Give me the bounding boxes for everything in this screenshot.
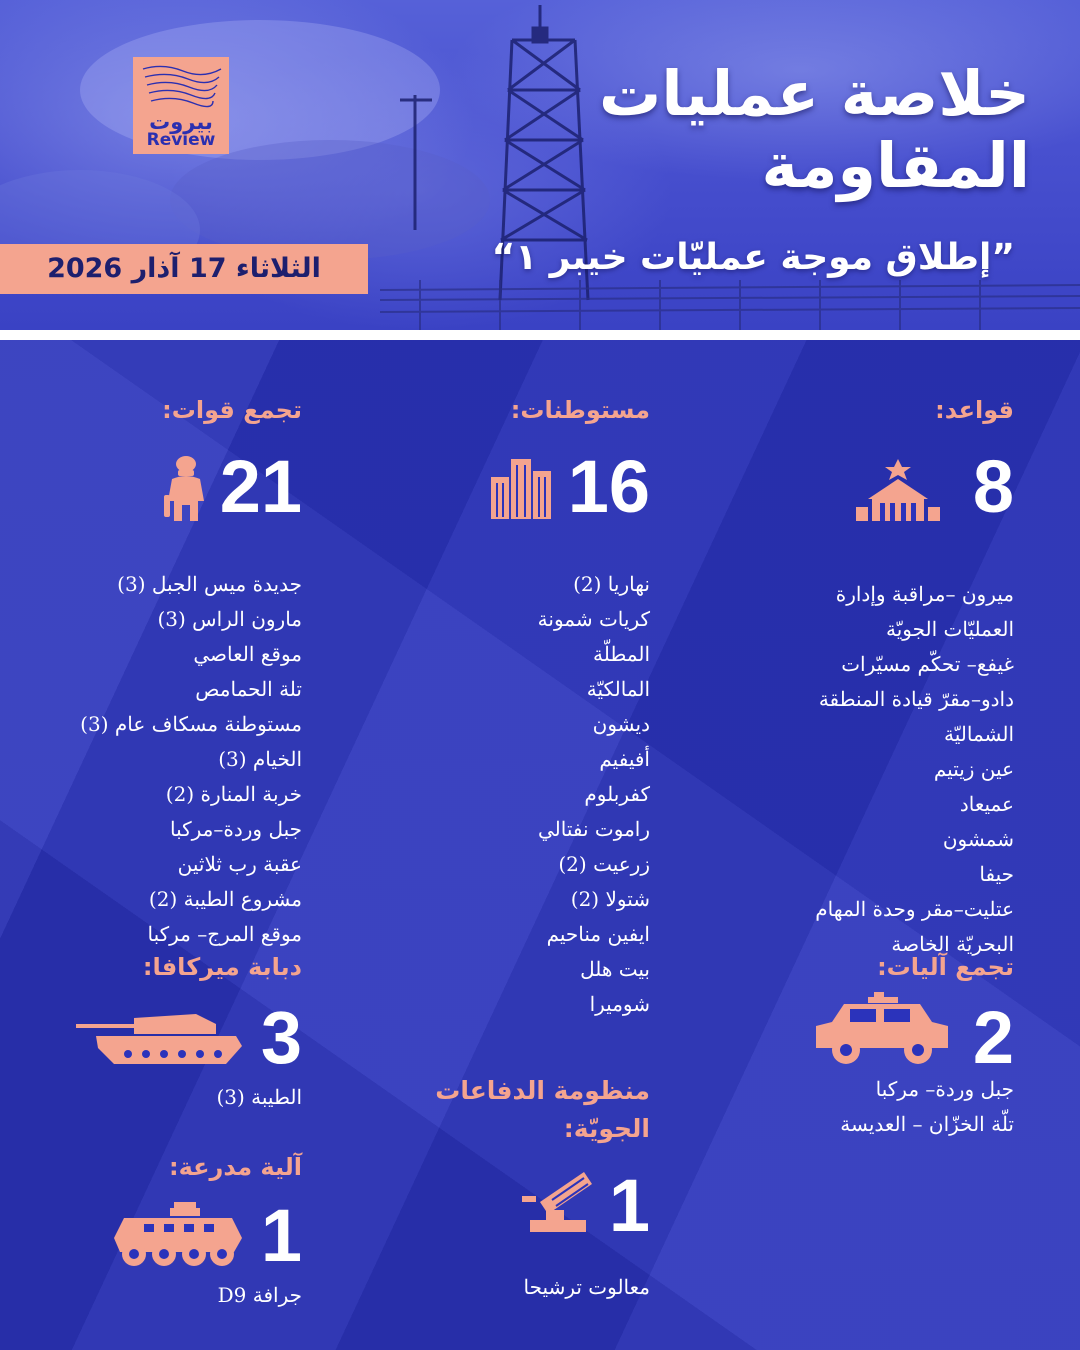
- list-item: شمشون: [942, 827, 1014, 851]
- vehicles-list: [840, 1072, 1014, 1142]
- air-defense-count: 1: [608, 1164, 650, 1247]
- list-item: دادو–مقرّ قيادة المنطقة: [818, 687, 1014, 711]
- beirut-review-logo: [133, 57, 229, 154]
- list-item: عتليت–مقر وحدة المهام: [815, 897, 1014, 921]
- settlements-count: 16: [567, 445, 650, 528]
- vehicles-title: تجمع آليات:: [877, 953, 1014, 981]
- logo-text-english: Review: [146, 130, 216, 150]
- list-item: بيت هلل: [580, 957, 650, 981]
- military-vehicle-icon: [814, 992, 950, 1066]
- armored-list: [218, 1278, 302, 1313]
- list-item: خربة المنارة (2): [165, 782, 302, 806]
- list-item: مشروع الطيبة (2): [148, 887, 302, 911]
- title-line-2: المقاومة: [761, 129, 1030, 202]
- air-defense-list: [524, 1270, 650, 1305]
- list-item: ايفين مناحيم: [546, 922, 650, 946]
- title-line-1: خلاصة عمليات: [599, 57, 1030, 130]
- vehicles-count: 2: [972, 996, 1014, 1079]
- section-air-defense: [390, 1072, 650, 1299]
- armored-count: 1: [260, 1194, 302, 1277]
- troops-count: 21: [219, 445, 302, 528]
- settlements-title: مستوطنات:: [510, 396, 650, 424]
- list-item: راموت نفتالي: [537, 817, 650, 841]
- air-defense-title-line-2: الجويّة:: [563, 1114, 650, 1143]
- main-content: [0, 340, 1080, 1350]
- list-item: حيفا: [979, 862, 1014, 886]
- list-item: معالوت ترشيحا: [523, 1275, 650, 1299]
- list-item: جديدة ميس الجبل (3): [117, 572, 302, 596]
- list-item: نهاريا (2): [573, 572, 650, 596]
- section-merkava: [32, 952, 302, 1122]
- page-subtitle: ”إطلاق موجة عمليّات خيبر ١“: [491, 237, 1015, 278]
- list-item: الطيبة (3): [216, 1085, 302, 1109]
- list-item: ميرون –مراقبة وإدارة: [835, 582, 1014, 606]
- armored-vehicle-icon: [114, 1202, 242, 1268]
- merkava-list: [216, 1080, 302, 1115]
- merkava-count: 3: [260, 996, 302, 1079]
- base-building-icon: [854, 459, 942, 521]
- merkava-title: دبابة ميركافا:: [142, 953, 302, 981]
- list-item: تلّة الخزّان – العديسة: [840, 1112, 1014, 1136]
- list-item: الخيام (3): [218, 747, 302, 771]
- list-item: المطلّة: [593, 642, 650, 666]
- bases-list: [815, 577, 1014, 962]
- list-item: جبل وردة–مركبا: [169, 817, 302, 841]
- list-item: عقبة رب ثلاثين: [177, 852, 302, 876]
- list-item: كريات شمونة: [537, 607, 650, 631]
- list-item: الشماليّة: [944, 722, 1014, 746]
- tank-icon: [76, 1008, 242, 1068]
- list-item: أفيفيم: [599, 747, 650, 771]
- buildings-icon: [489, 459, 553, 519]
- list-item: شتولا (2): [570, 887, 650, 911]
- list-item: عين زيتيم: [933, 757, 1014, 781]
- list-item: جرافة D9: [217, 1283, 302, 1307]
- bases-title: قواعد:: [935, 396, 1014, 424]
- list-item: البحريّة الخاصة: [891, 932, 1014, 956]
- bases-count: 8: [972, 445, 1014, 528]
- list-item: غيفع– تحكّم مسيّرات: [841, 652, 1014, 676]
- list-item: كفربلوم: [584, 782, 650, 806]
- missile-launcher-icon: [522, 1172, 592, 1232]
- list-item: جبل وردة– مركبا: [875, 1077, 1014, 1101]
- list-item: العمليّات الجويّة: [886, 617, 1014, 641]
- list-item: المالكيّة: [586, 677, 650, 701]
- section-vehicles: [714, 952, 1014, 1142]
- header-divider: [0, 330, 1080, 340]
- page-title: [510, 58, 1030, 202]
- troops-title: تجمع قوات:: [162, 396, 302, 424]
- section-troops: [32, 395, 302, 946]
- soldier-icon: [164, 455, 210, 521]
- section-bases: [714, 395, 1014, 956]
- list-item: موقع العاصي: [193, 642, 302, 666]
- air-defense-title: [390, 1072, 650, 1148]
- list-item: عميعاد: [959, 792, 1014, 816]
- settlements-list: [538, 567, 650, 1022]
- date-badge: الثلاثاء 17 آذار 2026: [0, 244, 368, 294]
- list-item: موقع المرج– مركبا: [147, 922, 302, 946]
- list-item: تلة الحمامص: [195, 677, 302, 701]
- list-item: ديشون: [592, 712, 650, 736]
- list-item: زرعيت (2): [558, 852, 650, 876]
- list-item: شوميرا: [589, 992, 650, 1016]
- list-item: مارون الراس (3): [157, 607, 302, 631]
- section-settlements: [390, 395, 650, 1016]
- air-defense-title-line-1: منظومة الدفاعات: [435, 1076, 650, 1105]
- logo-text-arabic: بيروت: [149, 110, 213, 134]
- list-item: مستوطنة مسكاف عام (3): [80, 712, 302, 736]
- logo-mark-icon: [133, 57, 229, 112]
- armored-title: آلية مدرعة:: [168, 1153, 302, 1181]
- section-armored: [32, 1152, 302, 1322]
- troops-list: [80, 567, 302, 952]
- header-banner: [0, 0, 1080, 330]
